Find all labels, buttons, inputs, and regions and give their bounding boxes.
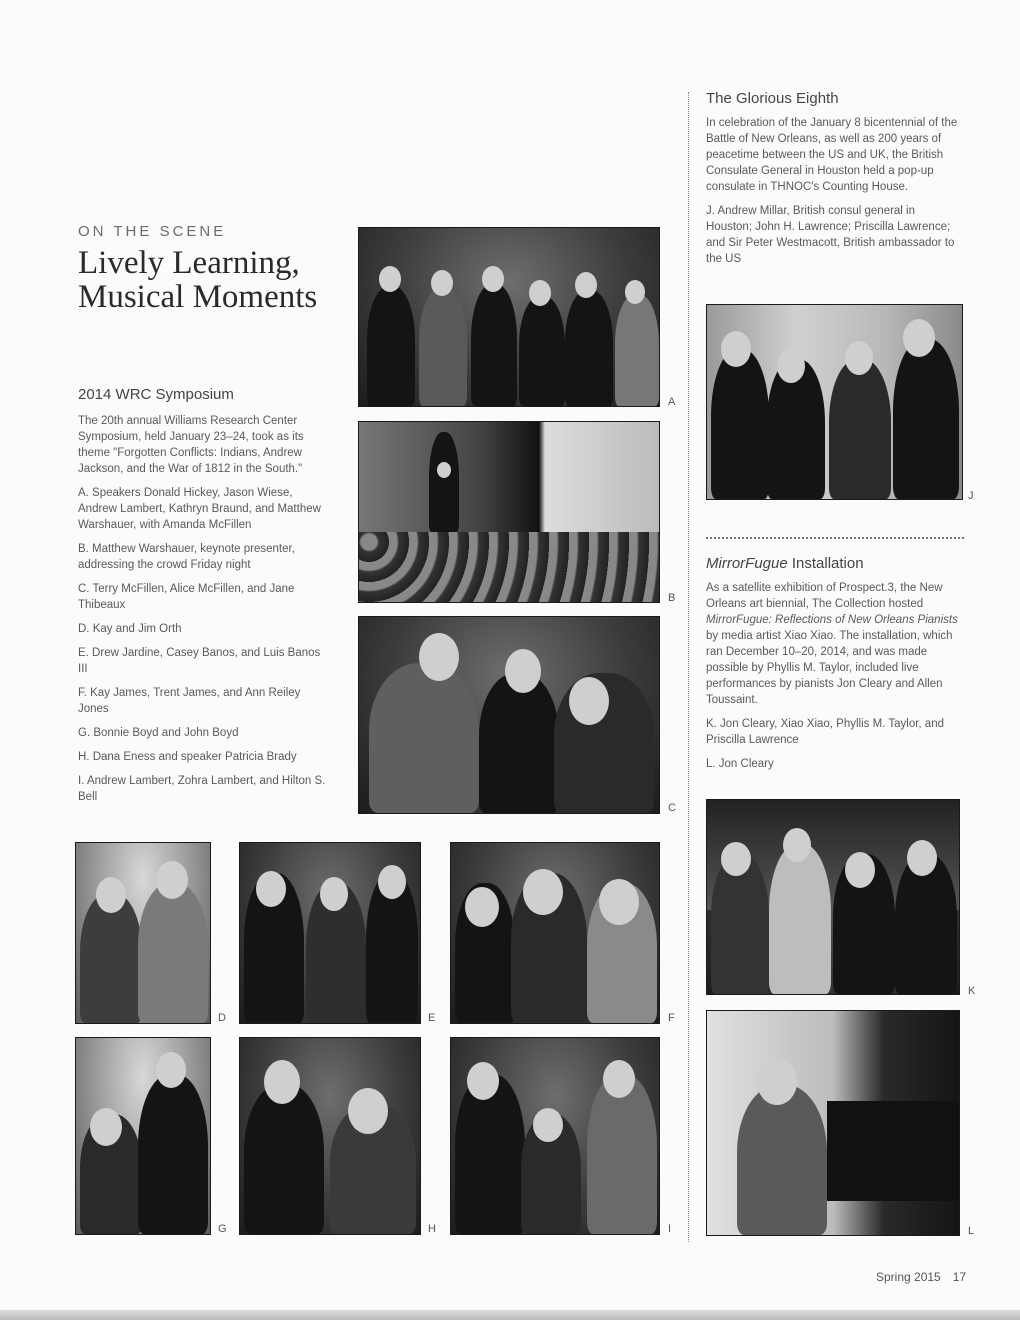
photo-g (75, 1037, 211, 1235)
glorious-eighth-intro: In celebration of the January 8 bicentennial of the Battle of New Orleans, as well as 200 years of peacetime between the US and UK, the British Consulate General in Houston held a pop-up consulate in THNOC's Counting House. (706, 117, 958, 193)
photo-k-label: K (968, 985, 976, 997)
mirrorfugue-title-rest: Installation (787, 555, 864, 572)
photo-d-label: D (218, 1012, 226, 1024)
title-line-2: Musical Moments (78, 279, 318, 315)
photo-b-label: B (668, 592, 676, 604)
mirrorfugue-intro (706, 580, 964, 708)
mirrorfugue-section (706, 555, 964, 780)
mirrorfugue-title-italic: MirrorFugue (706, 555, 788, 572)
photo-d (75, 842, 211, 1024)
photo-l-label: L (968, 1225, 975, 1237)
photo-h (239, 1037, 421, 1235)
caption-i: I. Andrew Lambert, Zohra Lambert, and Hilton S. Bell (78, 775, 326, 803)
photo-g-label: G (218, 1223, 227, 1235)
mirrorfugue-intro-part1: As a satellite exhibition of Prospect.3, the New Orleans art biennial, The Collection hosted (706, 582, 943, 610)
photo-i-label: I (668, 1223, 672, 1235)
page-number: 17 (952, 1270, 967, 1284)
photo-h-label: H (428, 1223, 436, 1235)
symposium-title: 2014 WRC Symposium (78, 386, 234, 403)
caption-b: B. Matthew Warshauer, keynote presenter, addressing the crowd Friday night (78, 543, 295, 571)
mirrorfugue-title (706, 555, 964, 572)
caption-e: E. Drew Jardine, Casey Banos, and Luis Banos III (78, 647, 321, 675)
page-footer (876, 1270, 966, 1284)
photo-j-label: J (968, 490, 974, 502)
photo-e-label: E (428, 1012, 436, 1024)
photo-i (450, 1037, 660, 1235)
photo-b (358, 421, 660, 603)
photo-l (706, 1010, 960, 1236)
photo-e (239, 842, 421, 1024)
title-line-1: Lively Learning, (78, 245, 300, 281)
symposium-intro: The 20th annual Williams Research Center Symposium, held January 23–24, took as its theme "Forgotten Conflicts: Indians, Andrew Jackson, and the War of 1812 in the South." (78, 415, 304, 475)
photo-a-label: A (668, 396, 676, 408)
caption-k: K. Jon Cleary, Xiao Xiao, Phyllis M. Taylor, and Priscilla Lawrence (706, 718, 944, 746)
photo-c (358, 616, 660, 814)
photo-j (706, 304, 963, 500)
caption-d: D. Kay and Jim Orth (78, 623, 182, 635)
issue-label: Spring 2015 (876, 1270, 941, 1284)
section-kicker: ON THE SCENE (78, 223, 227, 240)
photo-f-label: F (668, 1012, 675, 1024)
photo-k (706, 799, 960, 995)
caption-f: F. Kay James, Trent James, and Ann Reiley Jones (78, 687, 301, 715)
glorious-eighth-title: The Glorious Eighth (706, 90, 839, 107)
photo-a (358, 227, 660, 407)
caption-j: J. Andrew Millar, British consul general in Houston; John H. Lawrence; Priscilla Lawrence; and Sir Peter Westmacott, British ambassador to the US (706, 205, 955, 265)
photo-f (450, 842, 660, 1024)
caption-l: L. Jon Cleary (706, 758, 774, 770)
caption-h: H. Dana Eness and speaker Patricia Brady (78, 751, 297, 763)
scan-edge (0, 1310, 1020, 1320)
photo-c-label: C (668, 802, 676, 814)
caption-g: G. Bonnie Boyd and John Boyd (78, 727, 239, 739)
symposium-section (78, 386, 328, 813)
caption-a: A. Speakers Donald Hickey, Jason Wiese, Andrew Lambert, Kathryn Braund, and Matthew Warshauer, with Amanda McFillen (78, 487, 321, 531)
mirrorfugue-intro-italic: MirrorFugue: Reflections of New Orleans Pianists (706, 614, 958, 626)
glorious-eighth-section (706, 90, 964, 275)
column-divider (688, 92, 689, 1242)
caption-c: C. Terry McFillen, Alice McFillen, and Jane Thibeaux (78, 583, 295, 611)
section-divider (706, 537, 964, 539)
mirrorfugue-intro-part2: by media artist Xiao Xiao. The installation, which ran December 10–20, 2014, and was made possible by Phyllis M. Taylor, included live performances by pianists Jon Cleary and Allen Toussaint. (706, 630, 953, 706)
page-title (78, 246, 368, 314)
